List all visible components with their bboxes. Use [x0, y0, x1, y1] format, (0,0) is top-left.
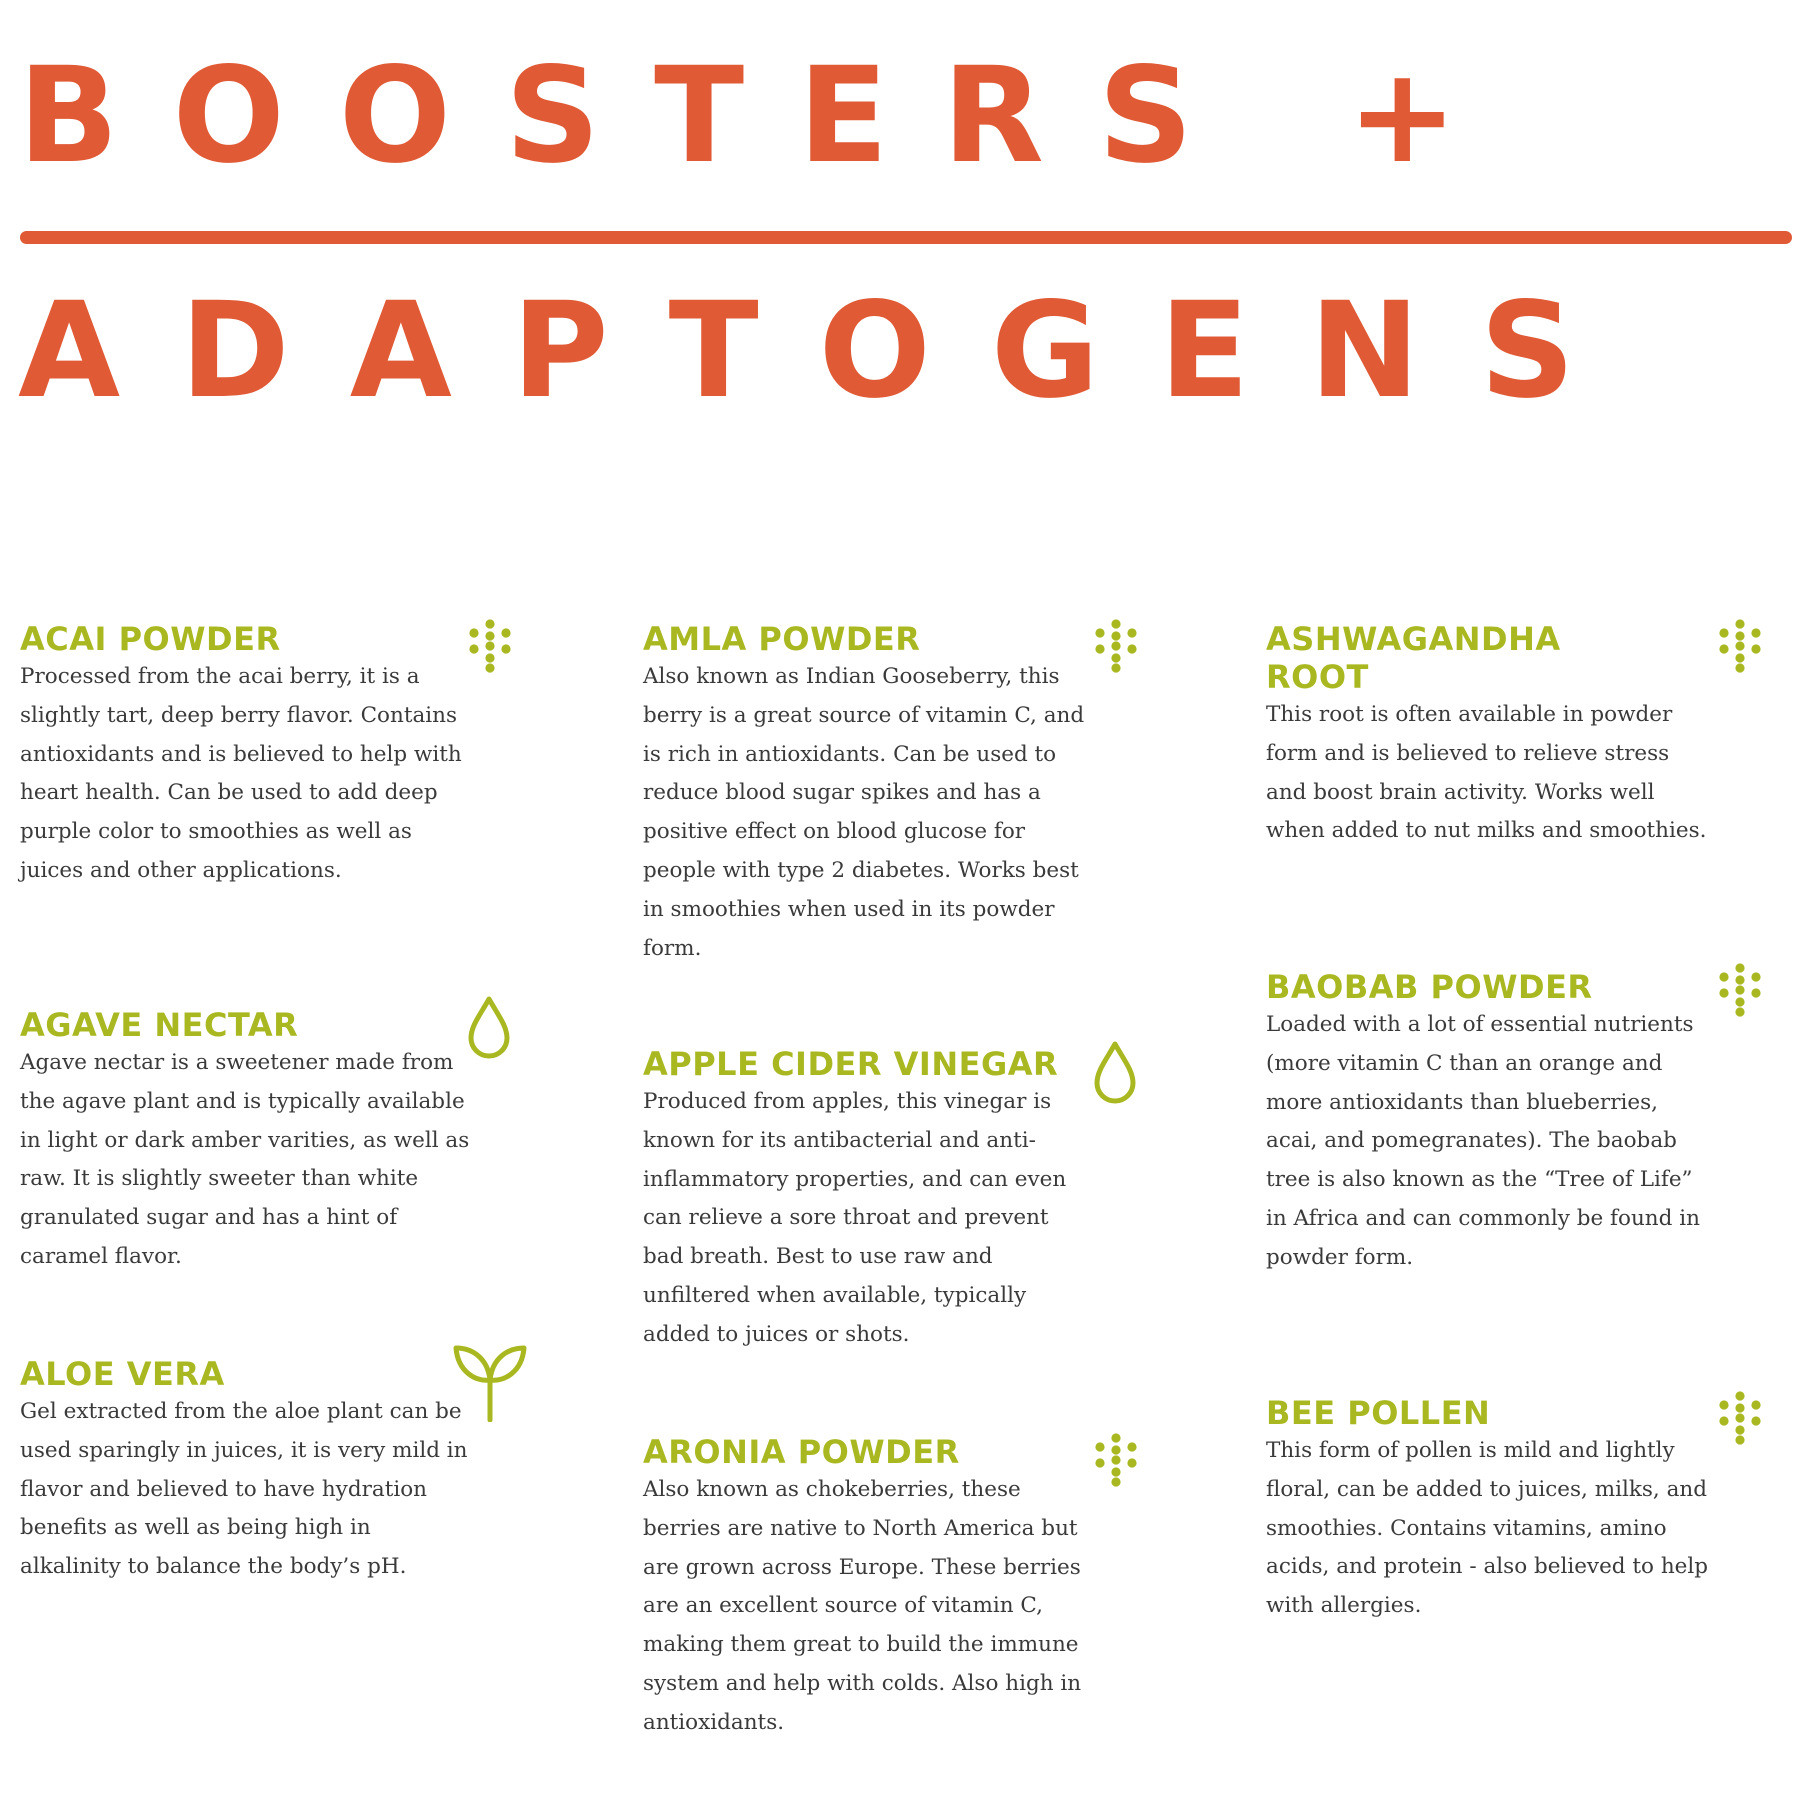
page-title-line-2: ADAPTOGENS	[18, 274, 1635, 428]
entry-aloe-vera	[20, 1355, 470, 1587]
drop-icon	[466, 995, 512, 1059]
entry-apple-cider-vinegar	[643, 1045, 1093, 1355]
dots-icon	[1712, 962, 1768, 1018]
entry-heading: ACAI POWDER	[20, 620, 281, 658]
entry-heading: AMLA POWDER	[643, 620, 921, 658]
entry-body: Also known as chokeberries, these berries are native to North America but are grown across Europe. These berries are an excellent source of vitamin C, making them great to build the immune system and help with colds. Also high in antioxidants.	[643, 1477, 1082, 1735]
entry-heading: ASHWAGANDHA ROOT	[1266, 620, 1561, 696]
entry-heading: AGAVE NECTAR	[20, 1006, 299, 1044]
entry-heading: BAOBAB POWDER	[1266, 968, 1593, 1006]
dots-icon	[1088, 1432, 1144, 1488]
page-title-line-1: BOOSTERS +	[18, 39, 1512, 193]
dots-icon	[1088, 618, 1144, 674]
entry-heading: ALOE VERA	[20, 1355, 225, 1393]
entry-heading: ARONIA POWDER	[643, 1433, 960, 1471]
entry-body: This form of pollen is mild and lightly floral, can be added to juices, milks, and smoothies. Contains vitamins, amino acids, and protein - also believed to help with allergies.	[1266, 1438, 1709, 1619]
entry-acai-powder	[20, 620, 470, 891]
entry-body: Processed from the acai berry, it is a slightly tart, deep berry flavor. Contains antioxidants and is believed to help with heart health. Can be used to add deep purple color to smoothies as well as juices and other applications.	[20, 664, 462, 883]
entry-aronia-powder	[643, 1433, 1093, 1743]
entry-body: This root is often available in powder form and is believed to relieve stress and boost brain activity. Works well when added to nut milks and smoothies.	[1266, 702, 1707, 844]
entry-body: Gel extracted from the aloe plant can be used sparingly in juices, it is very mild in flavor and believed to have hydration benefits as well as being high in alkalinity to balance the body’s pH.	[20, 1399, 468, 1580]
entry-heading: BEE POLLEN	[1266, 1394, 1491, 1432]
entry-amla-powder	[643, 620, 1093, 968]
sprout-icon	[452, 1338, 528, 1422]
dots-icon	[462, 618, 518, 674]
entry-agave-nectar	[20, 1006, 470, 1277]
entry-heading: APPLE CIDER VINEGAR	[643, 1045, 1059, 1083]
drop-icon	[1092, 1040, 1138, 1104]
entry-body: Also known as Indian Gooseberry, this berry is a great source of vitamin C, and is rich in antioxidants. Can be used to reduce blood sugar spikes and has a positive effect on blood glucose for people with type 2 diabetes. Works best in smoothies when used in its powder form.	[643, 664, 1085, 961]
entry-baobab-powder	[1266, 968, 1716, 1278]
title-divider	[20, 231, 1792, 244]
entry-body: Agave nectar is a sweetener made from the agave plant and is typically available in light or dark amber varities, as well as raw. It is slightly sweeter than white granulated sugar and has a hint of caramel flavor.	[20, 1050, 470, 1269]
entry-body: Loaded with a lot of essential nutrients (more vitamin C than an orange and more antioxidants than blueberries, acai, and pomegranates). The baobab tree is also known as the “Tree of Life” in Africa and can commonly be found in powder form.	[1266, 1012, 1700, 1270]
entry-bee-pollen	[1266, 1394, 1716, 1626]
dots-icon	[1712, 618, 1768, 674]
entry-ashwagandha-root	[1266, 620, 1716, 851]
dots-icon	[1712, 1390, 1768, 1446]
entry-body: Produced from apples, this vinegar is known for its antibacterial and anti-inflammatory properties, and can even can relieve a sore throat and prevent bad breath. Best to use raw and unfiltered when available, typically added to juices or shots.	[643, 1089, 1067, 1347]
